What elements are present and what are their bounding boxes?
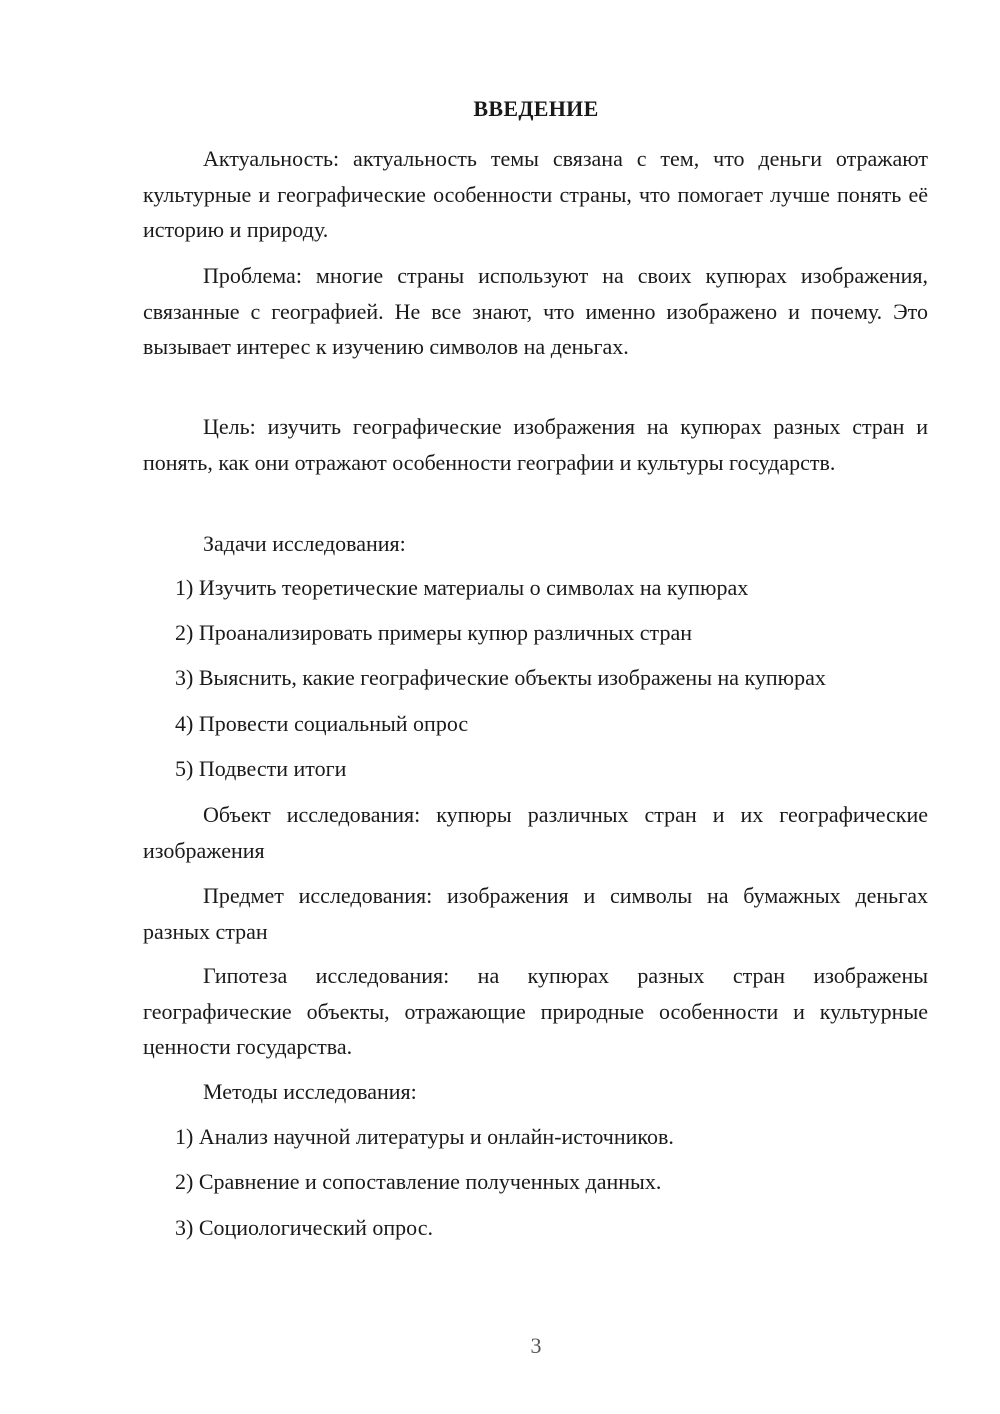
task-item: 2) Проанализировать примеры купюр различных стран (175, 620, 692, 645)
method-item: 1) Анализ научной литературы и онлайн-источников. (175, 1124, 674, 1149)
task-item: 5) Подвести итоги (175, 756, 347, 781)
paragraph-goal: Цель: изучить географические изображения на купюрах разных стран и понять, как они отражают особенности географии и культуры государств. (143, 414, 928, 475)
section-title: ВВЕДЕНИЕ (473, 96, 599, 121)
methods-heading: Методы исследования: (203, 1079, 417, 1104)
tasks-heading: Задачи исследования: (203, 531, 406, 556)
method-item: 3) Социологический опрос. (175, 1215, 433, 1240)
page-number: 3 (530, 1333, 542, 1358)
task-item: 4) Провести социальный опрос (175, 711, 469, 736)
paragraph-problem: Проблема: многие страны используют на своих купюрах изображения, связанные с географией. Не все знают, что именно изображено и почему. Это вызывает интерес к изучению символов на деньгах. (143, 263, 928, 359)
paragraph-relevance: Актуальность: актуальность темы связана с тем, что деньги отражают культурные и географические особенности страны, что помогает лучше понять её историю и природу. (143, 146, 928, 242)
task-item: 1) Изучить теоретические материалы о символах на купюрах (175, 575, 749, 600)
paragraph-object: Объект исследования: купюры различных стран и их географические изображения (143, 802, 928, 863)
paragraph-subject: Предмет исследования: изображения и символы на бумажных деньгах разных стран (143, 883, 928, 944)
task-item: 3) Выяснить, какие географические объекты изображены на купюрах (175, 665, 826, 690)
paragraph-hypothesis: Гипотеза исследования: на купюрах разных стран изображены географические объекты, отражающие природные особенности и культурные ценности государства. (143, 963, 928, 1059)
method-item: 2) Сравнение и сопоставление полученных данных. (175, 1169, 662, 1194)
